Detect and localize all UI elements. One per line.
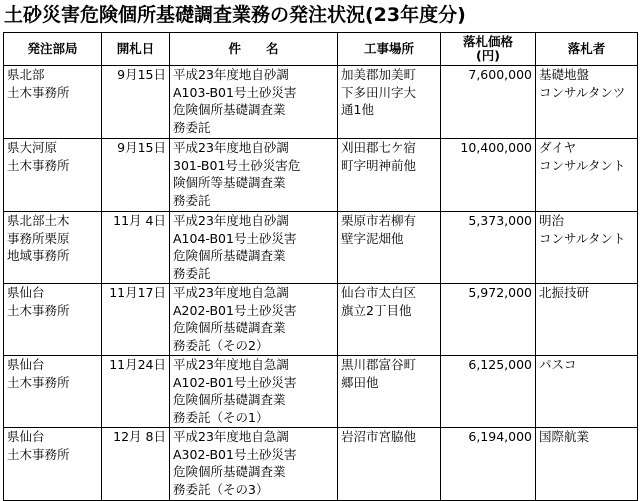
place-cell-line: 通1他 <box>341 102 374 118</box>
winner-cell-line: パスコ <box>539 357 577 372</box>
name-cell <box>170 66 338 139</box>
name-cell <box>170 356 338 428</box>
place-cell <box>338 428 441 501</box>
winner-cell-line: 基礎地盤 <box>539 67 590 82</box>
name-cell-line: 平成23年度地自砂調 <box>173 213 289 228</box>
header-price-unit: (円) <box>476 48 500 63</box>
name-cell-line: 危険個所基礎調査業 <box>173 320 286 336</box>
price-cell: 10,400,000 <box>441 139 536 212</box>
name-cell-line: 平成23年度地自急調 <box>173 429 289 444</box>
winner-cell-line: コンサルタンツ <box>539 84 626 100</box>
place-cell-line: 加美郡加美町 <box>341 67 417 82</box>
winner-cell <box>536 284 638 356</box>
name-cell-line: A102-B01号土砂災害 <box>173 374 297 390</box>
place-cell <box>338 212 441 284</box>
table-row <box>4 212 638 284</box>
bid-results-table <box>3 32 638 501</box>
header-price-label: 落札価格 <box>462 34 513 49</box>
office-cell <box>4 212 102 284</box>
date-cell: 11月24日 <box>102 356 170 428</box>
office-cell <box>4 428 102 501</box>
price-cell: 5,972,000 <box>441 284 536 356</box>
place-cell-line: 町字明神前他 <box>341 157 417 173</box>
office-cell-line: 土木事務所 <box>7 302 70 318</box>
price-cell: 6,125,000 <box>441 356 536 428</box>
winner-cell <box>536 139 638 212</box>
header-name: 件 名 <box>170 33 338 66</box>
place-cell-line: 栗原市若柳有 <box>341 213 417 228</box>
table-row <box>4 66 638 139</box>
header-winner: 落札者 <box>536 33 638 66</box>
office-cell-line: 土木事務所 <box>7 157 70 173</box>
place-cell <box>338 139 441 212</box>
date-cell: 9月15日 <box>102 66 170 139</box>
name-cell-line: 務委託（その3） <box>173 481 269 497</box>
office-cell <box>4 356 102 428</box>
winner-cell <box>536 66 638 139</box>
office-cell-line: 県大河原 <box>7 140 58 155</box>
winner-cell <box>536 212 638 284</box>
name-cell-line: 平成23年度地自急調 <box>173 285 289 300</box>
winner-cell-line: ダイヤ <box>539 140 577 155</box>
name-cell-line: 務委託 <box>173 192 211 208</box>
name-cell-line: A302-B01号土砂災害 <box>173 446 297 462</box>
place-cell-line: 仙台市太白区 <box>341 285 417 300</box>
winner-cell <box>536 356 638 428</box>
name-cell <box>170 212 338 284</box>
header-price <box>441 33 536 66</box>
winner-cell-line: 国際航業 <box>539 429 590 444</box>
office-cell-line: 地域事務所 <box>7 248 70 264</box>
office-cell-line: 県仙台 <box>7 357 45 372</box>
name-cell <box>170 139 338 212</box>
name-cell-line: 危険個所基礎調査業 <box>173 102 286 118</box>
name-cell-line: A103-B01号土砂災害 <box>173 84 297 100</box>
date-cell: 9月15日 <box>102 139 170 212</box>
place-cell-line: 壁字泥畑他 <box>341 230 404 246</box>
name-cell-line: 務委託（その1） <box>173 409 269 425</box>
name-cell-line: 平成23年度地自砂調 <box>173 67 289 82</box>
name-cell-line: 301-B01号土砂災害危 <box>173 157 301 173</box>
name-cell-line: 平成23年度地自砂調 <box>173 140 289 155</box>
place-cell-line: 下多田川字大 <box>341 84 417 100</box>
office-cell-line: 事務所栗原 <box>7 230 70 246</box>
name-cell-line: 務委託 <box>173 265 211 281</box>
date-cell: 12月 8日 <box>102 428 170 501</box>
place-cell-line: 刈田郡七ケ宿 <box>341 140 417 155</box>
table-header-row <box>4 33 638 66</box>
price-cell: 6,194,000 <box>441 428 536 501</box>
winner-cell-line: 明治 <box>539 213 565 228</box>
table-row <box>4 356 638 428</box>
name-cell-line: 危険個所基礎調査業 <box>173 464 286 480</box>
office-cell-line: 県仙台 <box>7 429 45 444</box>
date-cell: 11月17日 <box>102 284 170 356</box>
name-cell-line: A202-B01号土砂災害 <box>173 302 297 318</box>
office-cell-line: 県北部 <box>7 67 45 82</box>
name-cell-line: 平成23年度地自急調 <box>173 357 289 372</box>
price-cell: 7,600,000 <box>441 66 536 139</box>
office-cell-line: 土木事務所 <box>7 374 70 390</box>
name-cell <box>170 428 338 501</box>
winner-cell-line: 北振技研 <box>539 285 590 300</box>
place-cell <box>338 66 441 139</box>
header-office: 発注部局 <box>4 33 102 66</box>
header-place: 工事場所 <box>338 33 441 66</box>
table-row <box>4 428 638 501</box>
place-cell-line: 黒川郡富谷町 <box>341 357 417 372</box>
winner-cell-line: コンサルタント <box>539 157 626 173</box>
winner-cell-line: コンサルタント <box>539 230 626 246</box>
office-cell <box>4 139 102 212</box>
place-cell-line: 岩沼市宮脇他 <box>341 429 417 444</box>
name-cell-line: 務委託（その2） <box>173 337 269 353</box>
winner-cell <box>536 428 638 501</box>
name-cell-line: 危険個所基礎調査業 <box>173 392 286 408</box>
name-cell-line: 険個所等基礎調査業 <box>173 175 286 191</box>
document-title: 土砂災害危険個所基礎調査業務の発注状況(23年度分) <box>4 4 466 26</box>
name-cell-line: 危険個所基礎調査業 <box>173 248 286 264</box>
place-cell <box>338 356 441 428</box>
place-cell-line: 郷田他 <box>341 374 379 390</box>
place-cell-line: 旗立2丁目他 <box>341 302 412 318</box>
date-cell: 11月 4日 <box>102 212 170 284</box>
name-cell-line: 務委託 <box>173 119 211 135</box>
name-cell <box>170 284 338 356</box>
office-cell <box>4 66 102 139</box>
office-cell-line: 県仙台 <box>7 285 45 300</box>
office-cell <box>4 284 102 356</box>
office-cell-line: 土木事務所 <box>7 446 70 462</box>
name-cell-line: A104-B01号土砂災害 <box>173 230 297 246</box>
office-cell-line: 県北部土木 <box>7 213 70 228</box>
header-date: 開札日 <box>102 33 170 66</box>
table-row <box>4 139 638 212</box>
place-cell <box>338 284 441 356</box>
table-row <box>4 284 638 356</box>
price-cell: 5,373,000 <box>441 212 536 284</box>
office-cell-line: 土木事務所 <box>7 84 70 100</box>
